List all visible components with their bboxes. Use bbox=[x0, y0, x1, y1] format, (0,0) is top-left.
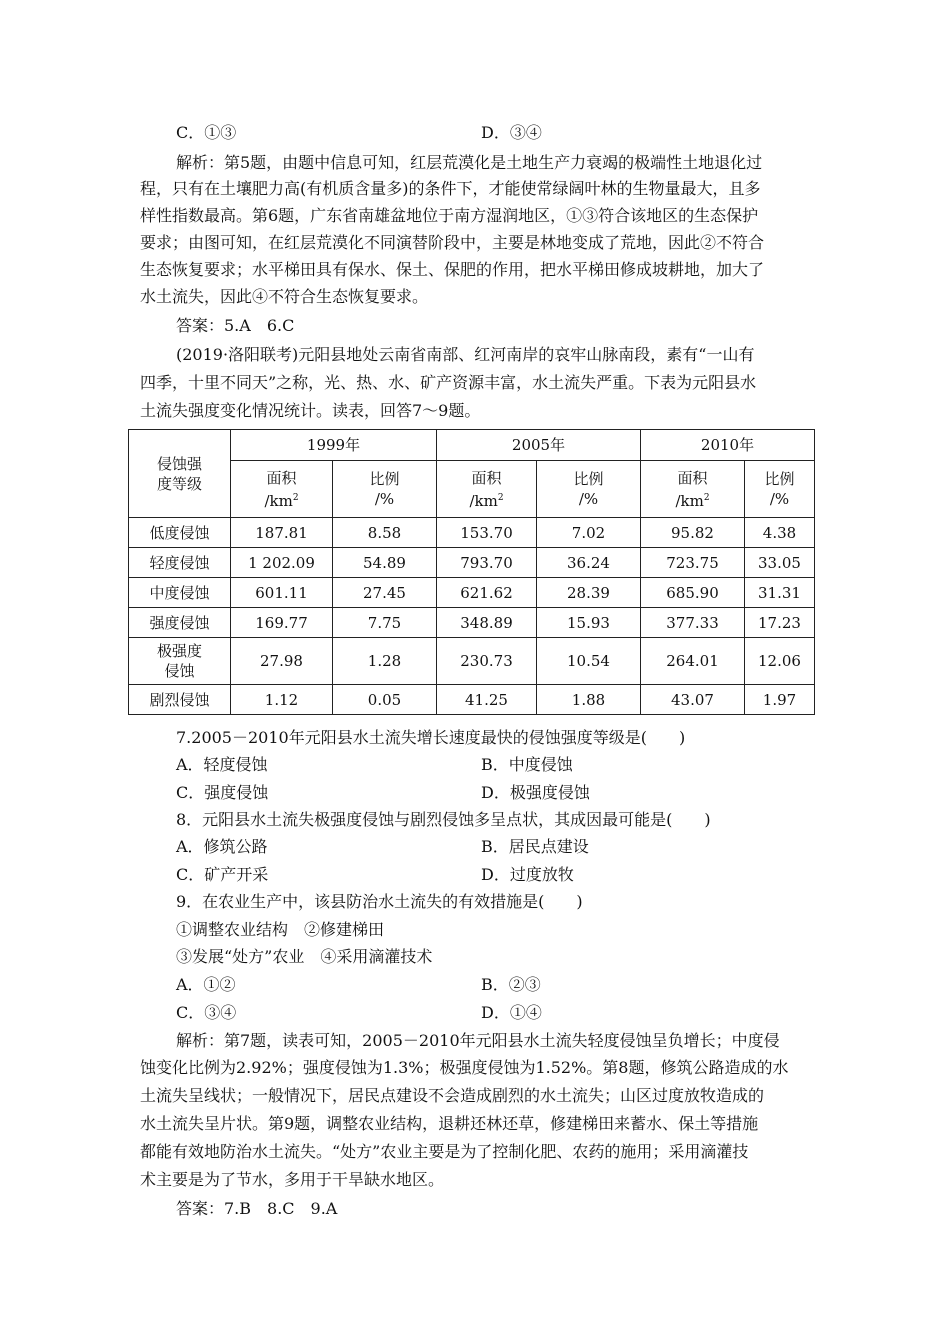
table-cell: 1.88 bbox=[537, 685, 641, 715]
table-cell: 27.98 bbox=[231, 638, 333, 685]
header-year-1999: 1999年 bbox=[231, 430, 437, 461]
analysis-2-line-2: 蚀变化比例为2.92%；强度侵蚀为1.3%；极强度侵蚀为1.52%。第8题，修筑公路造成的水 bbox=[140, 1058, 789, 1077]
table-cell: 15.93 bbox=[537, 608, 641, 638]
table-cell: 43.07 bbox=[641, 685, 745, 715]
table-cell: 793.70 bbox=[437, 548, 537, 578]
erosion-table bbox=[128, 429, 815, 715]
table-cell: 7.02 bbox=[537, 518, 641, 548]
table-cell: 723.75 bbox=[641, 548, 745, 578]
intro-line-2: 四季，十里不同天”之称，光、热、水、矿产资源丰富，水土流失严重。下表为元阳县水 bbox=[140, 373, 757, 392]
analysis-2-line-1: 解析：第7题，读表可知，2005－2010年元阳县水土流失轻度侵蚀呈负增长；中度侵 bbox=[176, 1031, 780, 1050]
table-row bbox=[129, 548, 815, 578]
table-cell: 153.70 bbox=[437, 518, 537, 548]
answer-1: 答案：5.A 6.C bbox=[176, 316, 295, 335]
table-cell: 12.06 bbox=[745, 638, 815, 685]
q7-option-a: A．轻度侵蚀 bbox=[176, 755, 268, 774]
q9-items-line-2: ③发展“处方”农业 ④采用滴灌技术 bbox=[176, 947, 433, 966]
q9-option-d: D．①④ bbox=[481, 1003, 542, 1022]
table-cell: 377.33 bbox=[641, 608, 745, 638]
table-cell: 1.97 bbox=[745, 685, 815, 715]
header-ratio: 比例 /% bbox=[537, 461, 641, 518]
table-cell: 33.05 bbox=[745, 548, 815, 578]
table-cell: 17.23 bbox=[745, 608, 815, 638]
row-label: 剧烈侵蚀 bbox=[129, 685, 231, 715]
table-cell: 621.62 bbox=[437, 578, 537, 608]
analysis-2-line-5: 都能有效地防治水土流失。“处方”农业主要是为了控制化肥、农药的施用；采用滴灌技 bbox=[140, 1142, 749, 1161]
header-year-2010: 2010年 bbox=[641, 430, 815, 461]
table-cell: 1.28 bbox=[333, 638, 437, 685]
table-cell: 4.38 bbox=[745, 518, 815, 548]
table-cell: 1 202.09 bbox=[231, 548, 333, 578]
header-area: 面积 $/km^2$ bbox=[437, 461, 537, 518]
analysis-2-line-3: 土流失呈线状；一般情况下，居民点建设不会造成剧烈的水土流失；山区过度放牧造成的 bbox=[140, 1086, 765, 1105]
q8-option-a: A．修筑公路 bbox=[176, 837, 268, 856]
q7-stem: 7.2005－2010年元阳县水土流失增长速度最快的侵蚀强度等级是( ) bbox=[176, 728, 686, 747]
q8-option-c: C．矿产开采 bbox=[176, 865, 269, 884]
table-cell: 8.58 bbox=[333, 518, 437, 548]
q8-option-d: D．过度放牧 bbox=[481, 865, 574, 884]
analysis-2-line-4: 水土流失呈片状。第9题，调整农业结构，退耕还林还草，修建梯田来蓄水、保土等措施 bbox=[140, 1114, 759, 1133]
table-row bbox=[129, 685, 815, 715]
table-cell: 264.01 bbox=[641, 638, 745, 685]
row-label: 低度侵蚀 bbox=[129, 518, 231, 548]
q8-option-b: B．居民点建设 bbox=[481, 837, 589, 856]
analysis-1-line-3: 样性指数最高。第6题，广东省南雄盆地位于南方湿润地区，①③符合该地区的生态保护 bbox=[140, 206, 759, 225]
row-label: 强度侵蚀 bbox=[129, 608, 231, 638]
analysis-1-line-1: 解析：第5题，由题中信息可知，红层荒漠化是土地生产力衰竭的极端性土地退化过 bbox=[176, 153, 763, 172]
table-cell: 54.89 bbox=[333, 548, 437, 578]
q6-option-c: C．①③ bbox=[176, 123, 237, 142]
table-cell: 169.77 bbox=[231, 608, 333, 638]
analysis-1-line-4: 要求；由图可知，在红层荒漠化不同演替阶段中，主要是林地变成了荒地，因此②不符合 bbox=[140, 233, 765, 252]
table-cell: 230.73 bbox=[437, 638, 537, 685]
table-cell: 41.25 bbox=[437, 685, 537, 715]
analysis-1-line-6: 水土流失，因此④不符合生态恢复要求。 bbox=[140, 287, 429, 306]
q9-stem: 9．在农业生产中，该县防治水土流失的有效措施是( ) bbox=[176, 892, 583, 911]
analysis-1-line-5: 生态恢复要求；水平梯田具有保水、保土、保肥的作用，把水平梯田修成坡耕地，加大了 bbox=[140, 260, 765, 279]
table-cell: 95.82 bbox=[641, 518, 745, 548]
row-label: 极强度 侵蚀 bbox=[129, 638, 231, 685]
q6-option-d: D．③④ bbox=[481, 123, 542, 142]
table-cell: 10.54 bbox=[537, 638, 641, 685]
intro-line-1: (2019·洛阳联考)元阳县地处云南省南部、红河南岸的哀牢山脉南段，素有“一山有 bbox=[176, 345, 755, 364]
table-row bbox=[129, 638, 815, 685]
table-cell: 28.39 bbox=[537, 578, 641, 608]
header-ratio: 比例 /% bbox=[745, 461, 815, 518]
header-ratio: 比例 /% bbox=[333, 461, 437, 518]
table-cell: 0.05 bbox=[333, 685, 437, 715]
table-row bbox=[129, 578, 815, 608]
q9-items-line-1: ①调整农业结构 ②修建梯田 bbox=[176, 920, 385, 939]
row-label: 轻度侵蚀 bbox=[129, 548, 231, 578]
intro-line-3: 土流失强度变化情况统计。读表，回答7～9题。 bbox=[140, 401, 481, 420]
row-label: 中度侵蚀 bbox=[129, 578, 231, 608]
table-cell: 685.90 bbox=[641, 578, 745, 608]
analysis-1-line-2: 程，只有在土壤肥力高(有机质含量多)的条件下，才能使常绿阔叶林的生物量最大，且多 bbox=[140, 179, 761, 198]
table-cell: 36.24 bbox=[537, 548, 641, 578]
q7-option-d: D．极强度侵蚀 bbox=[481, 783, 590, 802]
table-cell: 348.89 bbox=[437, 608, 537, 638]
table-cell: 1.12 bbox=[231, 685, 333, 715]
q8-stem: 8．元阳县水土流失极强度侵蚀与剧烈侵蚀多呈点状，其成因最可能是( ) bbox=[176, 810, 711, 829]
table-cell: 187.81 bbox=[231, 518, 333, 548]
answer-2: 答案：7.B 8.C 9.A bbox=[176, 1199, 338, 1218]
table-cell: 31.31 bbox=[745, 578, 815, 608]
header-erosion-grade: 侵蚀强 度等级 bbox=[129, 430, 231, 518]
header-area: 面积 $/km^2$ bbox=[641, 461, 745, 518]
header-area: 面积 $/km^2$ bbox=[231, 461, 333, 518]
table-cell: 601.11 bbox=[231, 578, 333, 608]
q7-option-b: B．中度侵蚀 bbox=[481, 755, 573, 774]
q9-option-b: B．②③ bbox=[481, 975, 541, 994]
header-year-2005: 2005年 bbox=[437, 430, 641, 461]
q7-option-c: C．强度侵蚀 bbox=[176, 783, 269, 802]
table-row bbox=[129, 518, 815, 548]
q9-option-c: C．③④ bbox=[176, 1003, 237, 1022]
table-cell: 27.45 bbox=[333, 578, 437, 608]
q9-option-a: A．①② bbox=[176, 975, 236, 994]
table-cell: 7.75 bbox=[333, 608, 437, 638]
analysis-2-line-6: 术主要是为了节水，多用于干旱缺水地区。 bbox=[140, 1170, 445, 1189]
table-row bbox=[129, 608, 815, 638]
